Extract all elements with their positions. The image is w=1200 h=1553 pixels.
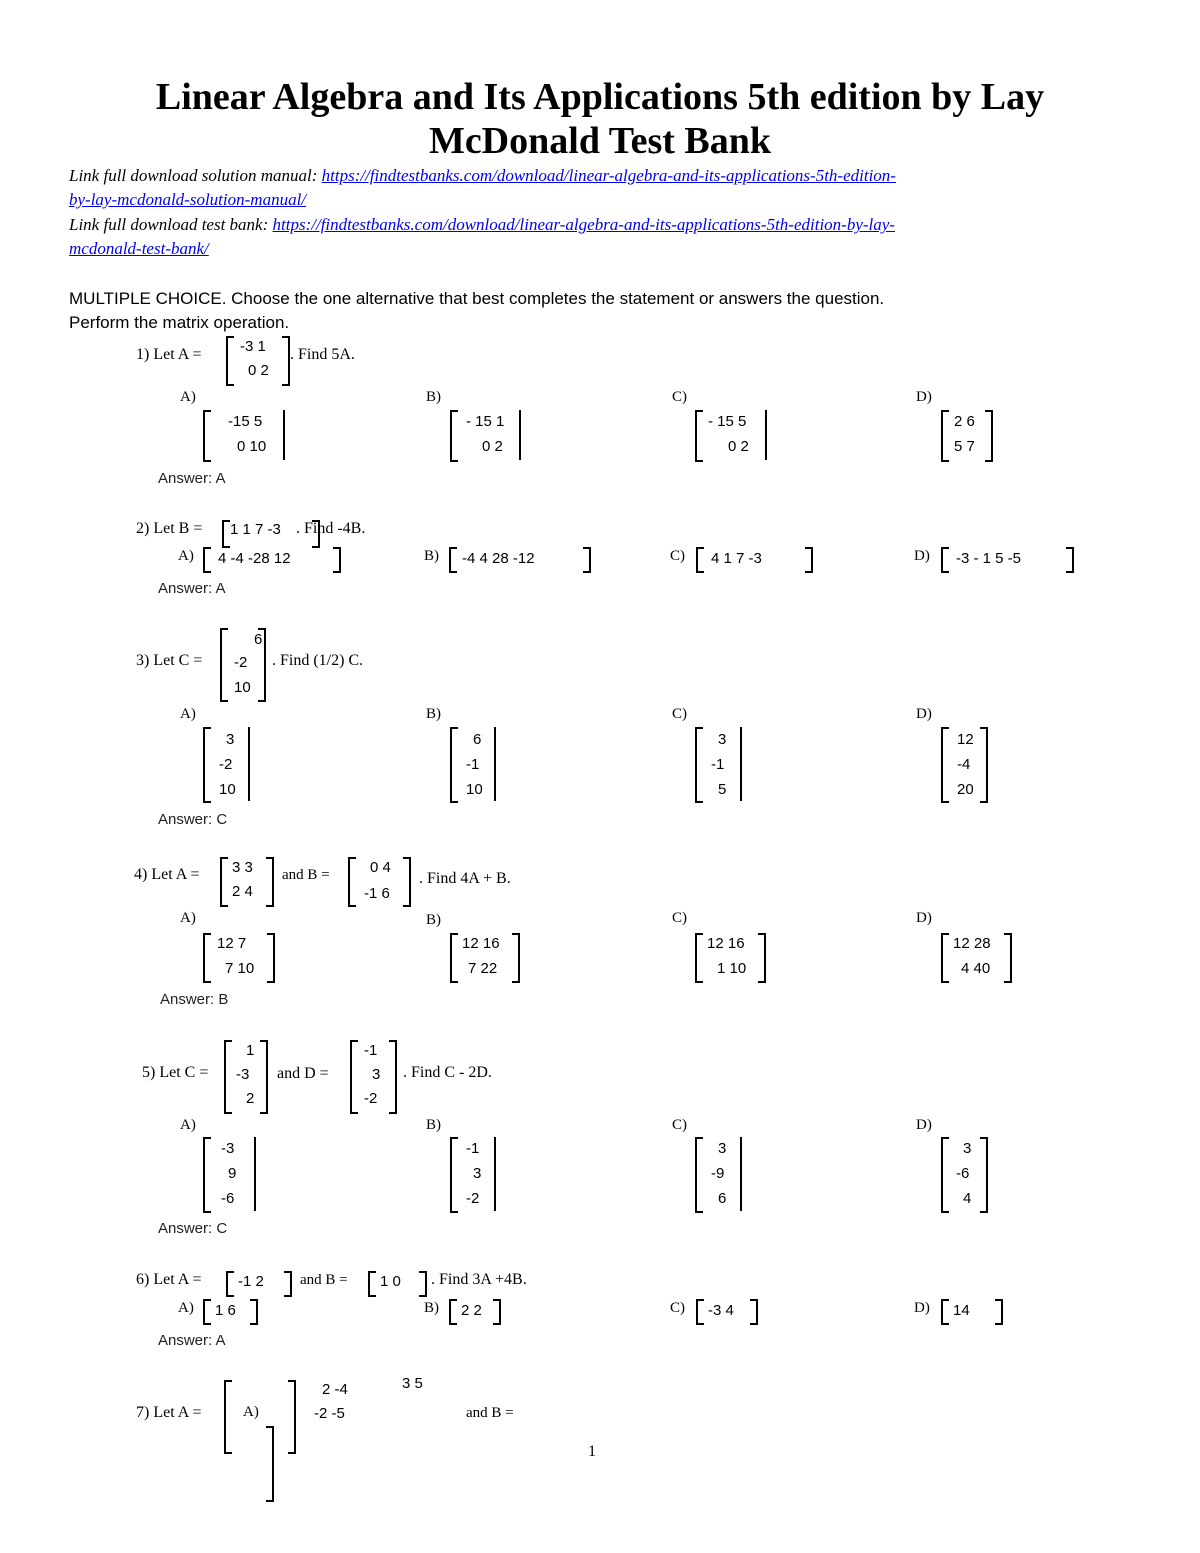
q6b-bracket-right [493,1299,501,1325]
q4-matrix-a-row2: 2 4 [232,883,253,900]
q2-matrix: 1 1 7 -3 [230,521,281,538]
q5-option-b-letter: B) [426,1117,441,1133]
q3d-row1: 12 [957,731,974,748]
q4-option-c-letter: C) [672,910,687,926]
q4c-bracket-left [695,933,703,983]
test-bank-link-cont[interactable] [69,239,209,259]
q6a-mat-bracket-right [284,1271,292,1297]
q5b-row3: -2 [466,1190,480,1207]
test-bank-link-part-2[interactable]: mcdonald-test-bank/ [69,239,209,258]
q4d-bracket-left [941,933,949,983]
q3b-bracket [450,727,458,803]
q2-answer: Answer: A [158,580,226,597]
q7-matrix-b-row1: 3 5 [402,1375,423,1392]
q1a-bar [283,410,285,460]
q5b-bracket [450,1137,458,1213]
solution-manual-label: Link full download solution manual: [69,166,322,185]
q4-question: . Find 4A + B. [419,870,511,887]
q5c-mat-bracket-right [260,1040,268,1114]
q4-answer: Answer: B [160,991,229,1008]
q2-question: . Find -4B. [296,520,366,537]
q5c-mat-bracket-left [224,1040,232,1114]
q3-bracket-left [220,628,228,702]
q1-question: . Find 5A. [290,346,355,363]
q1-option-b-letter: B) [426,389,441,405]
q5a-bar [254,1137,256,1211]
q5b-row1: -1 [466,1140,480,1157]
q4-option-b-letter: B) [426,912,441,928]
q4d-row1: 12 28 [953,935,991,952]
q3b-row2: -1 [466,756,480,773]
q1b-bar [519,410,521,460]
q4a-bracket-right [267,933,275,983]
q6b-mat-bracket-right [419,1271,427,1297]
q3-question: . Find (1/2) C. [272,652,364,669]
q5-option-d-letter: D) [916,1117,932,1133]
q6-and: and B = [300,1272,348,1288]
q1c-row1: - 15 5 [708,413,747,430]
q4a-bracket-left [203,933,211,983]
q3a-row3: 10 [219,781,236,798]
q5d-bracket-right [980,1137,988,1213]
q4b-bracket-left [450,933,458,983]
q6-prompt: 6) Let A = [136,1271,202,1288]
q6d-bracket-right [995,1299,1003,1325]
q2-option-d: -3 - 1 5 -5 [956,550,1022,567]
q5-matrix-d-row3: -2 [364,1090,378,1107]
q2-option-b: -4 4 28 -12 [462,550,535,567]
q4-matrix-b-row1: 0 4 [370,859,391,876]
q4d-bracket-right [1004,933,1012,983]
q6c-bracket-left [696,1299,704,1325]
q6a-mat-bracket-left [226,1271,234,1297]
q2-option-c: 4 1 7 -3 [711,550,762,567]
q7-inner-label: A) [243,1404,259,1420]
q3a-row1: 3 [226,731,235,748]
q6-option-a: 1 6 [215,1302,236,1319]
q4c-bracket-right [758,933,766,983]
q1d-bracket-right [985,410,993,462]
q5-option-c-letter: C) [672,1117,687,1133]
q7-bracket-right-lower [266,1426,274,1502]
q5a-row1: -3 [221,1140,235,1157]
q7-prompt: 7) Let A = [136,1404,202,1421]
solution-manual-link-cont[interactable] [69,190,306,210]
q4-prompt: 4) Let A = [134,866,200,883]
q1a-row2: 0 10 [237,438,267,455]
q2-option-d-letter: D) [914,548,930,564]
q6c-bracket-right [750,1299,758,1325]
q5d-row2: -6 [956,1165,970,1182]
q6-matrix-b: 1 0 [380,1273,401,1290]
q6-option-c-letter: C) [670,1300,685,1316]
q3c-row2: -1 [711,756,725,773]
q6-option-b-letter: B) [424,1300,439,1316]
q2a-bracket-left [203,547,211,573]
q2d-bracket-left [941,547,949,573]
q4b-row1: 12 16 [462,935,500,952]
q3c-bracket [695,727,703,803]
q4a-mat-bracket-left [220,857,228,907]
q6-option-a-letter: A) [178,1300,194,1316]
q1b-row1: - 15 1 [466,413,505,430]
q5-matrix-c-row2: -3 [236,1066,250,1083]
q5-option-a-letter: A) [180,1117,196,1133]
q3-prompt: 3) Let C = [136,652,203,669]
q3b-row1: 6 [473,731,482,748]
q2-option-a: 4 -4 -28 12 [218,550,291,567]
q5b-row2: 3 [473,1165,482,1182]
page-title-line-2: McDonald Test Bank [428,120,772,162]
q4a-mat-bracket-right [266,857,274,907]
q5c-bar [740,1137,742,1211]
q3a-bar [248,727,250,801]
q1d-row1: 2 6 [954,413,975,430]
q4c-row1: 12 16 [707,935,745,952]
q6-matrix-a: -1 2 [238,1273,264,1290]
q5-matrix-d-row1: -1 [364,1042,378,1059]
q2b-bracket-right [583,547,591,573]
q1-matrix-row2: 0 2 [248,362,269,379]
q1-option-d-letter: D) [916,389,932,405]
q4c-row2: 1 10 [717,960,747,977]
q6-option-c: -3 4 [708,1302,734,1319]
q2-prompt: 2) Let B = [136,520,203,537]
q3-option-d-letter: D) [916,706,932,722]
q5c-row1: 3 [718,1140,727,1157]
page-number: 1 [588,1443,596,1460]
q6b-mat-bracket-left [368,1271,376,1297]
q3b-row3: 10 [466,781,483,798]
q3-option-c-letter: C) [672,706,687,722]
q1-option-c-letter: C) [672,389,687,405]
q4-matrix-a-row1: 3 3 [232,859,253,876]
q5d-mat-bracket-left [350,1040,358,1114]
q5-question: . Find C - 2D. [403,1064,492,1081]
q2c-bracket-right [805,547,813,573]
instructions: MULTIPLE CHOICE. Choose the one alternative that best completes the statement or answers the question. [69,289,885,308]
q1a-row1: -15 5 [228,413,263,430]
q7-and: and B = [466,1405,514,1421]
q5-matrix-d-row2: 3 [372,1066,381,1083]
q1d-bracket-left [941,410,949,462]
q6b-bracket-left [449,1299,457,1325]
q4a-row1: 12 7 [217,935,247,952]
q5b-bar [494,1137,496,1211]
q3-option-a-letter: A) [180,706,196,722]
q4a-row2: 7 10 [225,960,255,977]
q5-matrix-c-row1: 1 [246,1042,255,1059]
q3d-bracket-left [941,727,949,803]
page-title-line-1: Linear Algebra and Its Applications 5th edition by Lay [155,76,1045,118]
q2d-bracket-right [1066,547,1074,573]
q1-bracket-left [226,336,234,386]
q3a-bracket [203,727,211,803]
q1a-bracket [203,410,211,462]
q7-matrix-row1: 2 -4 [322,1381,348,1398]
q1-prompt: 1) Let A = [136,346,202,363]
q2a-bracket-right [333,547,341,573]
q3-answer: Answer: C [158,811,228,828]
q4-matrix-b-row2: -1 6 [364,885,390,902]
q3-option-b-letter: B) [426,706,441,722]
solution-manual-link[interactable]: https://findtestbanks.com/download/linear-algebra-and-its-applications-5th-edition- [321,166,896,185]
q5a-row2: 9 [228,1165,237,1182]
q6-option-d-letter: D) [914,1300,930,1316]
q3d-row2: -4 [957,756,971,773]
q5-and: and D = [277,1065,329,1082]
q7-matrix-row2: -2 -5 [314,1405,345,1422]
q3d-row3: 20 [957,781,974,798]
q1c-row2: 0 2 [728,438,749,455]
q3c-row3: 5 [718,781,727,798]
q1-bracket-right [282,336,290,386]
q1-answer: Answer: A [158,470,226,487]
q5d-mat-bracket-right [389,1040,397,1114]
q6-answer: Answer: A [158,1332,226,1349]
q7-bracket-left [224,1380,232,1454]
q1b-bracket [450,410,458,462]
q2c-bracket-left [696,547,704,573]
q4d-row2: 4 40 [961,960,991,977]
q5-answer: Answer: C [158,1220,228,1237]
q4b-row2: 7 22 [468,960,498,977]
q1c-bracket [695,410,703,462]
q3d-bracket-right [980,727,988,803]
q1-matrix-row1: -3 1 [240,338,266,355]
q6-option-d: 14 [953,1302,970,1319]
q5d-row3: 4 [963,1190,972,1207]
q3c-bar [740,727,742,801]
q3-bracket-right [258,628,266,702]
q1d-row2: 5 7 [954,438,975,455]
q5c-row2: -9 [711,1165,725,1182]
q4b-mat-bracket-right [403,857,411,907]
q3-matrix-row3: 10 [234,679,251,696]
section-heading: Perform the matrix operation. [69,313,290,332]
q6-option-b: 2 2 [461,1302,482,1319]
q5d-row1: 3 [963,1140,972,1157]
solution-manual-link-part-2[interactable]: by-lay-mcdonald-solution-manual/ [69,190,307,209]
q3-matrix-row2: -2 [234,654,248,671]
q5-prompt: 5) Let C = [142,1064,209,1081]
q6a-bracket-left [203,1299,211,1325]
q1-option-a-letter: A) [180,389,196,405]
q3b-bar [494,727,496,801]
q2-bracket-left [222,520,230,548]
q2b-bracket-left [449,547,457,573]
q2-option-b-letter: B) [424,548,439,564]
test-bank-link-line [69,215,895,235]
test-bank-link[interactable]: https://findtestbanks.com/download/linear-algebra-and-its-applications-5th-edition-by-lay- [272,215,895,234]
test-bank-label: Link full download test bank: [69,215,273,234]
q5c-row3: 6 [718,1190,727,1207]
q4b-mat-bracket-left [348,857,356,907]
q3-matrix-row1: 6 [254,631,263,648]
solution-manual-link-line [69,166,896,186]
q3a-row2: -2 [219,756,233,773]
q3c-row1: 3 [718,731,727,748]
q5-matrix-c-row3: 2 [246,1090,255,1107]
q5c-bracket [695,1137,703,1213]
q4-option-d-letter: D) [916,910,932,926]
q7-bracket-right [288,1380,296,1454]
q1c-bar [765,410,767,460]
q6-question: . Find 3A +4B. [431,1271,527,1288]
q4b-bracket-right [512,933,520,983]
q5d-bracket-left [941,1137,949,1213]
q4-and: and B = [282,867,330,883]
q1b-row2: 0 2 [482,438,503,455]
q2-option-c-letter: C) [670,548,685,564]
q6d-bracket-left [941,1299,949,1325]
q2-option-a-letter: A) [178,548,194,564]
q5a-row3: -6 [221,1190,235,1207]
q4-option-a-letter: A) [180,910,196,926]
q6a-bracket-right [250,1299,258,1325]
q5a-bracket [203,1137,211,1213]
